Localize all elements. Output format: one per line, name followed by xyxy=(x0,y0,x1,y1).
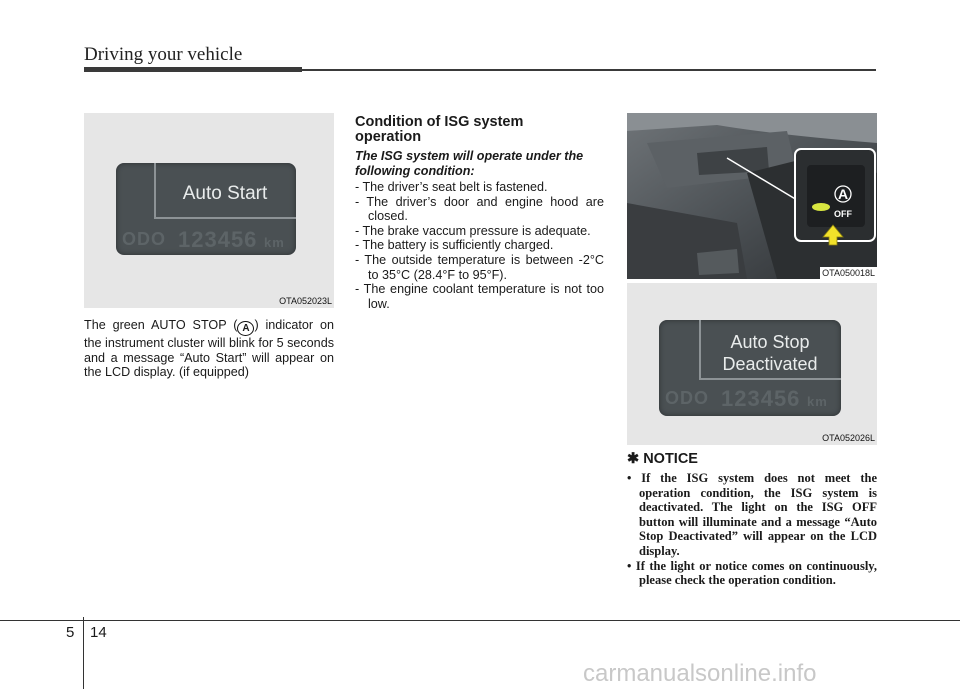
odo-unit: km xyxy=(264,235,285,250)
lcd-message-line1: Auto Stop xyxy=(730,332,810,352)
paragraph-text-before: The green AUTO STOP ( xyxy=(84,318,238,332)
lcd-message: Auto Start xyxy=(182,183,268,204)
notice-star-icon: ✱ xyxy=(627,451,640,467)
figure-caption: OTA052023L xyxy=(279,296,332,306)
notice-list xyxy=(627,471,877,588)
odo-label: ODO xyxy=(665,388,710,408)
figure-auto-stop-deactivated xyxy=(627,283,877,445)
auto-stop-icon: A xyxy=(237,321,254,336)
list-item: - The driver’s seat belt is fastened. xyxy=(355,180,548,194)
lcd-hline xyxy=(154,217,296,219)
odo-unit: km xyxy=(807,394,828,409)
figure-caption: OTA050018L xyxy=(822,268,875,278)
condition-list xyxy=(355,180,604,311)
lcd-display xyxy=(659,320,841,416)
page-number: 14 xyxy=(90,624,107,641)
isg-button-label: OFF xyxy=(834,209,852,219)
lcd-divider xyxy=(154,163,156,217)
figure-caption: OTA052026L xyxy=(822,433,875,443)
list-item: • If the ISG system does not meet the operation condition, the ISG system is deactivated. The light on the ISG OFF button will illuminate and a message “Auto Stop Deactivated” will appear on the LCD display. xyxy=(627,471,877,558)
header-rule-thin xyxy=(302,69,876,71)
odo-value: 123456 xyxy=(721,386,801,411)
odo-label: ODO xyxy=(122,229,167,249)
notice-title: NOTICE xyxy=(643,451,698,467)
lcd-hline xyxy=(699,378,841,380)
auto-stop-indicator-paragraph xyxy=(84,318,334,380)
figure-isg-off-button xyxy=(627,113,877,279)
page-header-title: Driving your vehicle xyxy=(84,44,243,65)
list-item: - The outside temperature is between -2°C to 35°C (28.4°F to 95°F). xyxy=(355,252,604,282)
footer-divider xyxy=(83,617,84,689)
lcd-display xyxy=(116,163,296,255)
list-item: - The brake vaccum pressure is adequate. xyxy=(355,223,591,238)
odo-value: 123456 xyxy=(178,227,258,252)
watermark: carmanualsonline.info xyxy=(583,660,817,687)
list-item: - The driver’s door and engine hood are closed. xyxy=(355,194,604,224)
lcd-message-line2: Deactivated xyxy=(722,354,818,374)
condition-subheading: The ISG system will operate under the following condition: xyxy=(355,149,584,178)
list-item: • If the light or notice comes on continuously, please check the operation condition. xyxy=(627,558,877,588)
isg-button-letter: A xyxy=(837,186,849,202)
list-item: - The engine coolant temperature is not too low. xyxy=(355,282,604,311)
paragraph-text-after: ) indicator on the instrument cluster will blink for 5 seconds and a message “Auto Start” will appear on the LCD display. (if equipped) xyxy=(84,318,334,380)
figure-auto-start xyxy=(84,113,334,308)
notice-heading xyxy=(627,451,698,467)
footer-rule xyxy=(0,620,960,621)
list-item: - The battery is sufficiently charged. xyxy=(355,238,554,253)
header-rule xyxy=(84,67,302,72)
dashboard-photo xyxy=(627,113,877,279)
section-number: 5 xyxy=(66,624,75,641)
section-heading: Condition of ISG system operation xyxy=(355,114,524,145)
lcd-divider xyxy=(699,320,701,378)
